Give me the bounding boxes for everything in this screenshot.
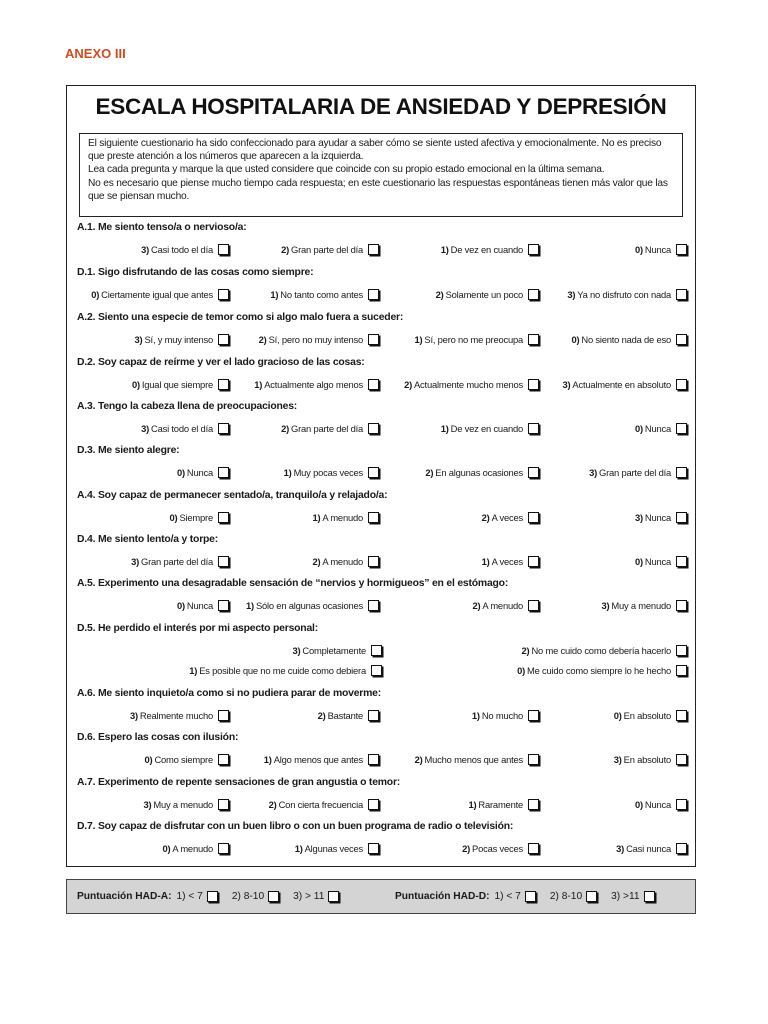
checkbox-icon[interactable] xyxy=(528,244,539,255)
score-option[interactable]: 3) >11 xyxy=(611,891,654,902)
checkbox-icon[interactable] xyxy=(676,467,687,478)
checkbox-icon[interactable] xyxy=(528,754,539,765)
checkbox-icon[interactable] xyxy=(218,467,229,478)
checkbox-icon[interactable] xyxy=(644,891,655,902)
question-d2 xyxy=(77,357,687,401)
answer-option[interactable]: 3) Casi todo el día xyxy=(79,244,229,255)
answer-option[interactable]: 1) No tanto como antes xyxy=(229,289,379,300)
answer-option[interactable]: 0) A menudo xyxy=(79,843,229,854)
answer-option[interactable]: 1) A veces xyxy=(379,556,539,567)
checkbox-icon[interactable] xyxy=(218,423,229,434)
question-d5 xyxy=(77,623,687,683)
checkbox-icon[interactable] xyxy=(525,891,536,902)
question-text: A.4. Soy capaz de permanecer sentado/a, tranquilo/a y relajado/a: xyxy=(77,490,388,501)
question-text: D.1. Sigo disfrutando de las cosas como siempre: xyxy=(77,267,314,278)
answer-option[interactable]: 2) Con cierta frecuencia xyxy=(229,799,379,810)
question-text: D.4. Me siento lento/a y torpe: xyxy=(77,534,219,545)
answer-option[interactable]: 0) Nunca xyxy=(79,600,229,611)
answer-option[interactable]: 1) Muy pocas veces xyxy=(229,467,379,478)
answer-option[interactable]: 0) Como siempre xyxy=(79,754,229,765)
checkbox-icon[interactable] xyxy=(218,512,229,523)
answer-option[interactable]: 3) Realmente mucho xyxy=(79,710,229,721)
question-d6 xyxy=(77,732,687,776)
checkbox-icon[interactable] xyxy=(218,710,229,721)
answer-option[interactable]: 2) Solamente un poco xyxy=(379,289,539,300)
answer-option[interactable]: 1) A menudo xyxy=(229,512,379,523)
answer-option[interactable]: 1) Raramente xyxy=(379,799,539,810)
question-text: A.5. Experimento una desagradable sensación de “nervios y hormigueos” en el estómago: xyxy=(77,578,509,589)
page-title: ESCALA HOSPITALARIA DE ANSIEDAD Y DEPRESIÓN xyxy=(95,94,667,119)
answer-option[interactable]: 2) Gran parte del día xyxy=(229,423,379,434)
checkbox-icon[interactable] xyxy=(368,467,379,478)
checkbox-icon[interactable] xyxy=(528,512,539,523)
checkbox-icon[interactable] xyxy=(676,645,687,656)
checkbox-icon[interactable] xyxy=(676,556,687,567)
question-a5 xyxy=(77,578,687,622)
answer-option[interactable]: 1) No mucho xyxy=(379,710,539,721)
question-text: D.2. Soy capaz de reírme y ver el lado gracioso de las cosas: xyxy=(77,357,365,368)
checkbox-icon[interactable] xyxy=(368,244,379,255)
checkbox-icon[interactable] xyxy=(676,600,687,611)
question-text: A.7. Experimento de repente sensaciones de gran angustia o temor: xyxy=(77,777,401,788)
checkbox-icon[interactable] xyxy=(676,665,687,676)
answer-option[interactable]: 1) Es posible que no me cuide como debiera xyxy=(77,662,382,678)
answer-option[interactable]: 0) No siento nada de eso xyxy=(539,334,687,345)
checkbox-icon[interactable] xyxy=(368,334,379,345)
checkbox-icon[interactable] xyxy=(368,379,379,390)
answer-option[interactable]: 2) Sí, pero no muy intenso xyxy=(229,334,379,345)
score-option[interactable]: 2) 8-10 xyxy=(232,891,279,902)
checkbox-icon[interactable] xyxy=(368,423,379,434)
checkbox-icon[interactable] xyxy=(676,512,687,523)
checkbox-icon[interactable] xyxy=(528,799,539,810)
question-text: A.3. Tengo la cabeza llena de preocupaciones: xyxy=(77,401,298,412)
checkbox-icon[interactable] xyxy=(528,600,539,611)
question-a3 xyxy=(77,401,687,445)
answer-option[interactable]: 1) De vez en cuando xyxy=(379,423,539,434)
checkbox-icon[interactable] xyxy=(368,754,379,765)
answer-option[interactable]: 0) Nunca xyxy=(79,467,229,478)
answer-option[interactable]: 1) Actualmente algo menos xyxy=(229,379,379,390)
instructions-box xyxy=(79,133,683,217)
checkbox-icon[interactable] xyxy=(676,799,687,810)
answer-option[interactable]: 3) Actualmente en absoluto xyxy=(539,379,687,390)
checkbox-icon[interactable] xyxy=(368,799,379,810)
checkbox-icon[interactable] xyxy=(528,467,539,478)
answer-option[interactable]: 2) A menudo xyxy=(229,556,379,567)
checkbox-icon[interactable] xyxy=(528,289,539,300)
checkbox-icon[interactable] xyxy=(268,891,279,902)
answer-option[interactable]: 1) Sí, pero no me preocupa xyxy=(379,334,539,345)
answer-option[interactable]: 3) En absoluto xyxy=(539,754,687,765)
answer-option[interactable]: 0) Igual que siempre xyxy=(79,379,229,390)
checkbox-icon[interactable] xyxy=(528,556,539,567)
answer-option[interactable]: 2) Actualmente mucho menos xyxy=(379,379,539,390)
answer-option[interactable]: 3) Nunca xyxy=(539,512,687,523)
checkbox-icon[interactable] xyxy=(676,379,687,390)
instructions-paragraph: El siguiente cuestionario ha sido confeccionado para ayudar a saber cómo se siente usted afectiva y emocionalmente. No es preciso que preste atención a los números que aparecen a la izquierda. xyxy=(88,138,662,163)
answer-option[interactable]: 3) Ya no disfruto con nada xyxy=(539,289,687,300)
checkbox-icon[interactable] xyxy=(368,843,379,854)
checkbox-icon[interactable] xyxy=(368,556,379,567)
checkbox-icon[interactable] xyxy=(528,710,539,721)
answer-option[interactable]: 1) De vez en cuando xyxy=(379,244,539,255)
checkbox-icon[interactable] xyxy=(218,799,229,810)
checkbox-icon[interactable] xyxy=(218,334,229,345)
answer-option[interactable]: 2) A menudo xyxy=(379,600,539,611)
checkbox-icon[interactable] xyxy=(528,379,539,390)
checkbox-icon[interactable] xyxy=(368,600,379,611)
answer-option[interactable]: 0) Nunca xyxy=(539,244,687,255)
answer-option[interactable]: 2) En algunas ocasiones xyxy=(379,467,539,478)
question-text: D.3. Me siento alegre: xyxy=(77,445,180,456)
checkbox-icon[interactable] xyxy=(676,423,687,434)
checkbox-icon[interactable] xyxy=(368,512,379,523)
questionnaire-frame xyxy=(66,85,696,867)
had-d-score xyxy=(395,891,669,902)
question-a7 xyxy=(77,777,687,821)
checkbox-icon[interactable] xyxy=(676,244,687,255)
checkbox-icon[interactable] xyxy=(371,645,382,656)
checkbox-icon[interactable] xyxy=(528,334,539,345)
answer-option[interactable]: 3) Muy a menudo xyxy=(79,799,229,810)
answer-option[interactable]: 3) Casi nunca xyxy=(539,843,687,854)
checkbox-icon[interactable] xyxy=(218,600,229,611)
answer-option[interactable]: 3) Sí, y muy intenso xyxy=(79,334,229,345)
answer-option[interactable]: 3) Muy a menudo xyxy=(539,600,687,611)
answer-option[interactable]: 1) Sólo en algunas ocasiones xyxy=(229,600,379,611)
annex-label: ANEXO III xyxy=(65,46,126,61)
checkbox-icon[interactable] xyxy=(328,891,339,902)
checkbox-icon[interactable] xyxy=(528,423,539,434)
question-text: D.6. Espero las cosas con ilusión: xyxy=(77,732,239,743)
checkbox-icon[interactable] xyxy=(528,843,539,854)
answer-option[interactable]: 2) Mucho menos que antes xyxy=(379,754,539,765)
question-text: A.1. Me siento tenso/a o nervioso/a: xyxy=(77,222,247,233)
had-d-label: Puntuación HAD-D: xyxy=(395,891,490,902)
checkbox-icon[interactable] xyxy=(218,754,229,765)
answer-option[interactable]: 0) Nunca xyxy=(539,799,687,810)
question-d4 xyxy=(77,534,687,578)
answer-option[interactable]: 2) Gran parte del día xyxy=(229,244,379,255)
question-a2 xyxy=(77,312,687,356)
checkbox-icon[interactable] xyxy=(218,556,229,567)
score-option[interactable]: 2) 8-10 xyxy=(550,891,597,902)
checkbox-icon[interactable] xyxy=(218,843,229,854)
question-text: A.2. Siento una especie de temor como si algo malo fuera a suceder: xyxy=(77,312,404,323)
had-a-score xyxy=(77,891,395,902)
score-bar xyxy=(66,879,696,914)
answer-option[interactable]: 0) Nunca xyxy=(539,423,687,434)
answer-option[interactable]: 1) Algo menos que antes xyxy=(229,754,379,765)
answer-option[interactable]: 2) Pocas veces xyxy=(379,843,539,854)
score-option[interactable]: 1) < 7 xyxy=(495,891,536,902)
checkbox-icon[interactable] xyxy=(218,289,229,300)
checkbox-icon[interactable] xyxy=(207,891,218,902)
question-text: D.5. He perdido el interés por mi aspecto personal: xyxy=(77,623,318,634)
answer-option[interactable]: 0) En absoluto xyxy=(539,710,687,721)
answer-option[interactable]: 0) Siempre xyxy=(79,512,229,523)
score-option[interactable]: 1) < 7 xyxy=(177,891,218,902)
instructions-paragraph: Lea cada pregunta y marque la que usted considere que coincide con su propio estado emocional en la última semana. xyxy=(88,164,605,176)
answer-option[interactable]: 1) Algunas veces xyxy=(229,843,379,854)
checkbox-icon[interactable] xyxy=(676,710,687,721)
question-a6 xyxy=(77,688,687,732)
score-option[interactable]: 3) > 11 xyxy=(293,891,339,902)
question-text: D.7. Soy capaz de disfrutar con un buen libro o con un buen programa de radio o televisión: xyxy=(77,821,514,832)
had-a-label: Puntuación HAD-A: xyxy=(77,891,172,902)
checkbox-icon[interactable] xyxy=(676,754,687,765)
answer-option[interactable]: 2) A veces xyxy=(379,512,539,523)
question-d7 xyxy=(77,821,687,865)
answer-option[interactable]: 3) Casi todo el día xyxy=(79,423,229,434)
checkbox-icon[interactable] xyxy=(368,710,379,721)
checkbox-icon[interactable] xyxy=(586,891,597,902)
answer-option[interactable]: 2) Bastante xyxy=(229,710,379,721)
checkbox-icon[interactable] xyxy=(676,334,687,345)
answer-option[interactable]: 0) Me cuido como siempre lo he hecho xyxy=(382,662,687,678)
answer-option[interactable]: 3) Gran parte del día xyxy=(539,467,687,478)
checkbox-icon[interactable] xyxy=(676,289,687,300)
answer-option[interactable]: 0) Ciertamente igual que antes xyxy=(79,289,229,300)
question-a1 xyxy=(77,222,687,266)
question-d3 xyxy=(77,445,687,489)
checkbox-icon[interactable] xyxy=(368,289,379,300)
checkbox-icon[interactable] xyxy=(218,379,229,390)
checkbox-icon[interactable] xyxy=(218,244,229,255)
question-d1 xyxy=(77,267,687,311)
checkbox-icon[interactable] xyxy=(371,665,382,676)
question-text: A.6. Me siento inquieto/a como si no pudiera parar de moverme: xyxy=(77,688,382,699)
answer-option[interactable]: 2) No me cuido como debería hacerlo xyxy=(382,642,687,658)
instructions-paragraph: No es necesario que piense mucho tiempo cada respuesta; en este cuestionario las respuestas espontáneas tienen más valor que las que se piensan mucho. xyxy=(88,177,668,202)
answer-option[interactable]: 0) Nunca xyxy=(539,556,687,567)
question-a4 xyxy=(77,490,687,534)
answer-option[interactable]: 3) Completamente xyxy=(77,642,382,658)
answer-option[interactable]: 3) Gran parte del día xyxy=(79,556,229,567)
checkbox-icon[interactable] xyxy=(676,843,687,854)
